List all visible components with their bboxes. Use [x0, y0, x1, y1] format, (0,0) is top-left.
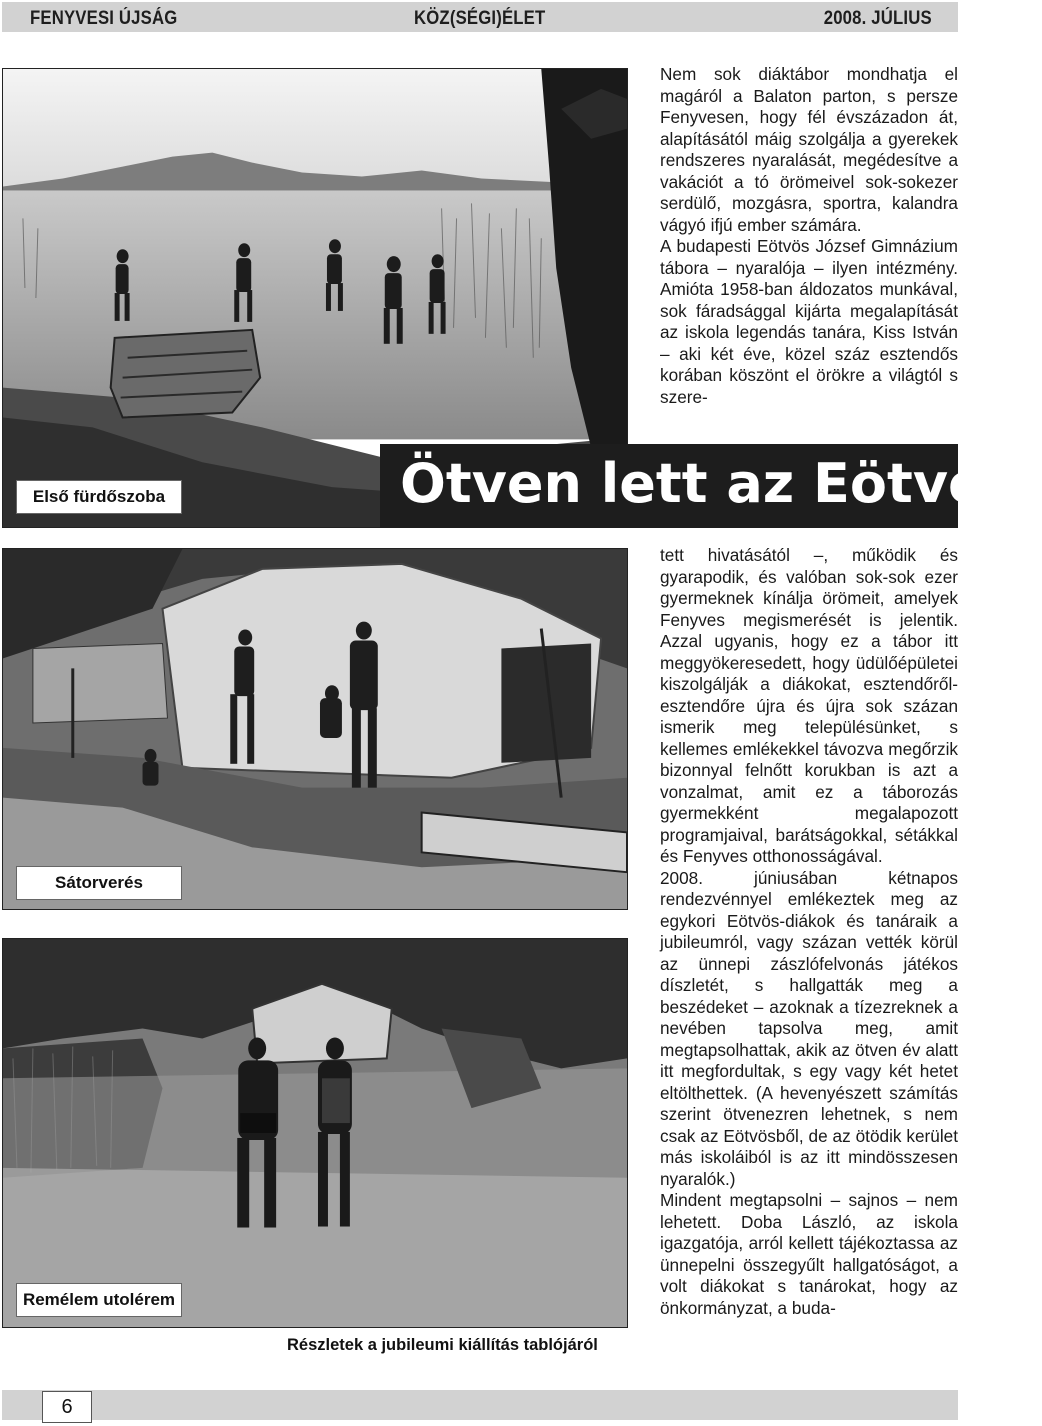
publication-name: FENYVESI ÚJSÁG — [30, 8, 178, 29]
intro-paragraph-2: A budapesti Eötvös József Gimnázium tábora – nyaralója – ilyen intézmény. Amióta 1958-ban áldozatos munkával, sok fáradsággal kijárta megalapítását az iskola legendás tanára, Kiss István – aki két éve, közel száz esztendős korában köszönt el örökre a világtól s szere- — [660, 236, 958, 407]
article-intro-column — [660, 64, 958, 408]
body-paragraph-3: Mindent megtapsolni – sajnos – nem lehetett. Doba László, az iskola igazgatója, arról kellett tájékoztassa az ünnepelni összegyűlt hallgatóságot, a volt diákokat s tanárokat, hogy az önkormányzat, a buda- — [660, 1190, 958, 1318]
body-paragraph-2: 2008. júniusában kétnapos rendezvénnyel emlékeztek meg az egykori Eötvös-diákok és tanáraik a jubileumról, vagy százan vették körül az ünnepi zászlófelvonás játékos díszletét, s hallgatták meg a beszédeket – azoknak a tízezreknek a nevében tapsolva meg, amit megtapsolhattak, akik az ötven év alatt itt megfordultak, s egy vagy két hetet eltölthettek. (A hevenyészett számítás szerint ötvenezren lehetnek, s nem csak az Eötvösből, de az ötödik kerület más iskoláiból is az itt mindösszesen nyaralók.) — [660, 867, 958, 1189]
issue-date: 2008. JÚLIUS — [823, 8, 932, 29]
header-bar — [2, 2, 958, 32]
caption-tent-pitching: Sátorverés — [16, 866, 182, 900]
body-paragraph-1: tett hivatásától –, működik és gyarapodik, és valóban sok-sok ezer gyermeknek kínálja örömeit, amelyek Fenyves megismerését is jelentik. Azzal ugyanis, hogy ez a tábor itt meggyökeresedett, hogy üdülőépületei kiszolgálják a diákokat, esztendőről-esztendőre újra és újra sok százan ismerik meg településünket, s kellemes emlékekkel távozva megőrzik bizonnyal felnőtt korukban is azt a vonzalmat, amit ez a táborozás gyermekként megalapozott programjaival, barátságokkal, sétákkal és Fenyves otthonosságával. — [660, 545, 958, 866]
article-title: Ötven lett az Eötvös! — [400, 452, 1042, 515]
article-title-bar — [380, 444, 1042, 528]
page-number: 6 — [42, 1391, 92, 1423]
article-body-column — [660, 545, 958, 1319]
photo-tent-pitching — [2, 548, 628, 910]
intro-paragraph-1: Nem sok diáktábor mondhatja el magáról a Balaton parton, s persze Fenyvesen, hogy fél évszázadon át, alapításától máig szolgálja a gyerekek rendszeres nyaralását, megédesítve a vakációt a tó örömeivel sok-sokezer serdülő, mozgásra, sportra, kalandra vágyó ifjú ember számára. — [660, 64, 958, 235]
section-name: KÖZ(SÉGI)ÉLET — [414, 8, 546, 29]
photo-couple-wading — [2, 938, 628, 1328]
caption-first-bathroom: Első fürdőszoba — [16, 480, 182, 514]
exhibit-caption: Részletek a jubileumi kiállítás tablójáról — [287, 1336, 598, 1354]
footer-bar — [2, 1390, 958, 1420]
caption-catch-you: Remélem utolérem — [16, 1283, 182, 1317]
